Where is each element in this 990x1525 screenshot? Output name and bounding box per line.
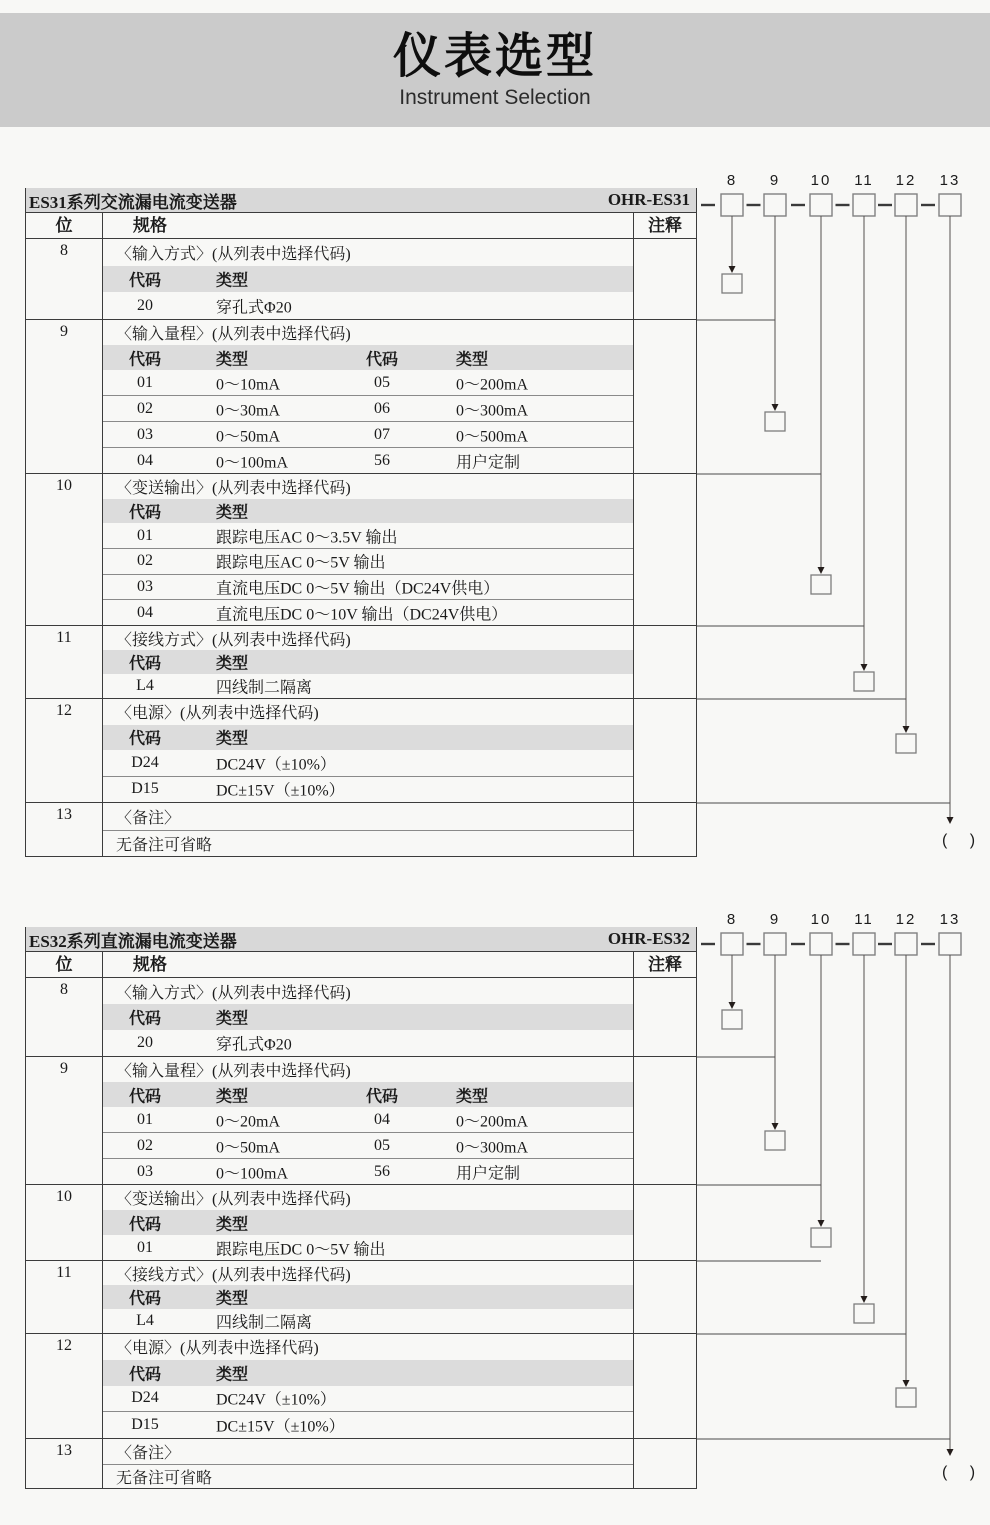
digit-label: 11 xyxy=(854,172,874,189)
target-box xyxy=(854,672,874,691)
spec-title: 〈接线方式〉(从列表中选择代码) xyxy=(116,631,351,649)
code-row xyxy=(103,750,633,776)
code-value: L4 xyxy=(136,1312,154,1329)
note-cell xyxy=(633,239,696,319)
table-title-row xyxy=(26,188,696,213)
spec-title: 〈输入量程〉(从列表中选择代码) xyxy=(116,326,351,343)
code-row xyxy=(103,447,633,473)
code-header-label: 代码 xyxy=(128,1290,161,1308)
code-value: 05 xyxy=(374,1136,390,1154)
spec-title-line xyxy=(103,978,633,1004)
type-header-label: 类型 xyxy=(216,351,249,368)
digit-label: 11 xyxy=(854,911,874,928)
type-header-label: 类型 xyxy=(456,351,489,368)
position-cell: 9 xyxy=(26,1057,103,1184)
code-value: 07 xyxy=(374,425,390,443)
code-row xyxy=(103,292,633,319)
remark-text: 无备注可省略 xyxy=(116,1470,213,1488)
remark-text: 无备注可省略 xyxy=(116,837,213,855)
code-value: 01 xyxy=(137,1110,153,1128)
target-box xyxy=(765,1131,785,1150)
code-value: 01 xyxy=(137,526,153,544)
arrowhead-icon xyxy=(772,1123,779,1130)
target-box xyxy=(896,734,916,753)
code-value: 04 xyxy=(137,451,153,469)
spec-row-9 xyxy=(26,1057,696,1185)
code-header-label: 代码 xyxy=(128,504,161,522)
remark-line xyxy=(103,830,633,858)
code-header-label: 代码 xyxy=(128,1216,161,1233)
code-value: 03 xyxy=(137,425,153,443)
model-code: OHR-ES32 xyxy=(607,929,690,948)
spec-title-line xyxy=(103,699,633,725)
code-table-header xyxy=(103,1004,633,1030)
target-box xyxy=(854,1304,874,1323)
page-subtitle: Instrument Selection xyxy=(399,85,591,109)
note-cell xyxy=(633,978,696,1056)
code-table-header xyxy=(103,650,633,674)
spec-title: 〈电源〉(从列表中选择代码) xyxy=(116,1340,319,1358)
code-header-label: 代码 xyxy=(128,730,161,748)
note-cell xyxy=(633,1261,696,1333)
spec-row-11 xyxy=(26,626,696,699)
code-value: 02 xyxy=(137,552,153,570)
spec-row-8 xyxy=(26,978,696,1057)
code-table-header xyxy=(103,1360,633,1386)
spec-cell xyxy=(103,1185,633,1260)
code-value: D15 xyxy=(131,1416,159,1434)
digit-box xyxy=(895,933,917,955)
code-value: D24 xyxy=(131,1389,159,1407)
note-cell xyxy=(633,1185,696,1260)
spec-row-9 xyxy=(26,320,696,474)
spec-title-line xyxy=(103,1185,633,1210)
code-value: 02 xyxy=(137,399,153,417)
code-value: 06 xyxy=(374,399,390,417)
code-header-label: 代码 xyxy=(128,655,161,673)
code-row xyxy=(103,1132,633,1158)
type-value: DC±15V（±10%） xyxy=(216,1418,345,1436)
note-cell xyxy=(633,1334,696,1438)
type-value: 用户定制 xyxy=(456,1165,521,1182)
spec-row-12 xyxy=(26,699,696,803)
arrowhead-icon xyxy=(729,1002,736,1009)
type-header-label: 类型 xyxy=(216,1366,249,1384)
spec-title: 〈备注〉 xyxy=(116,809,181,827)
note-column-header: 注释 xyxy=(633,952,696,977)
type-value: 0～20mA xyxy=(216,1113,281,1130)
note-cell xyxy=(633,626,696,698)
code-value: 56 xyxy=(374,451,390,469)
code-header-label: 代码 xyxy=(128,351,161,368)
code-header-label: 代码 xyxy=(128,272,161,290)
spec-row-13 xyxy=(26,803,696,857)
type-value: 0～50mA xyxy=(216,1139,281,1156)
code-row xyxy=(103,1107,633,1132)
code-row xyxy=(103,548,633,574)
code-value: 56 xyxy=(374,1162,390,1180)
spec-cell xyxy=(103,239,633,319)
code-value: 04 xyxy=(137,603,153,621)
arrowhead-icon xyxy=(818,1220,825,1227)
digit-box xyxy=(853,933,875,955)
position-cell: 13 xyxy=(26,803,103,857)
spec-title-line xyxy=(103,1439,633,1464)
target-box xyxy=(722,1010,742,1029)
type-header-label: 类型 xyxy=(216,272,249,290)
code-row xyxy=(103,574,633,600)
suffix-parens: ( ) xyxy=(942,832,985,849)
digit-box xyxy=(764,194,786,216)
spec-title-line xyxy=(103,803,633,830)
type-header-label: 类型 xyxy=(216,504,249,522)
code-value: 01 xyxy=(137,373,153,391)
code-row xyxy=(103,1411,633,1438)
type-value: 穿孔式Φ20 xyxy=(216,299,292,317)
spec-title: 〈输入量程〉(从列表中选择代码) xyxy=(116,1063,351,1080)
code-row xyxy=(103,1386,633,1412)
digit-box xyxy=(939,194,961,216)
type-value: 0～10mA xyxy=(216,376,281,393)
code-row xyxy=(103,523,633,548)
type-value: 0～30mA xyxy=(216,402,281,419)
type-value: 0～50mA xyxy=(216,428,281,445)
code-value: 02 xyxy=(137,1136,153,1154)
spec-title-line xyxy=(103,320,633,345)
code-row xyxy=(103,395,633,421)
type-header-label: 类型 xyxy=(216,730,249,748)
code-row xyxy=(103,421,633,447)
table-title-row xyxy=(26,927,696,952)
type-value: 跟踪电压DC 0～5V 输出 xyxy=(216,1241,386,1258)
type-value: 0～300mA xyxy=(456,402,529,419)
series-title: ES32系列直流漏电流变送器 xyxy=(29,931,237,951)
type-header-label: 类型 xyxy=(216,1088,249,1105)
digit-label: 10 xyxy=(810,911,832,928)
spec-row-11 xyxy=(26,1261,696,1334)
arrowhead-icon xyxy=(861,664,868,671)
type-value: 四线制二隔离 xyxy=(216,1314,313,1332)
spec-title: 〈输入方式〉(从列表中选择代码) xyxy=(116,245,351,263)
code-value: D15 xyxy=(131,780,159,798)
note-cell xyxy=(633,474,696,625)
spec-title: 〈备注〉 xyxy=(116,1444,181,1462)
spec-cell xyxy=(103,320,633,473)
code-table-header xyxy=(103,1082,633,1107)
code-table-header xyxy=(103,499,633,524)
target-box xyxy=(896,1388,916,1407)
digit-box xyxy=(895,194,917,216)
spec-row-8 xyxy=(26,239,696,320)
spec-cell xyxy=(103,1261,633,1333)
type-header-label: 类型 xyxy=(216,1290,249,1308)
position-cell: 12 xyxy=(26,699,103,802)
spec-cell xyxy=(103,978,633,1056)
model-code: OHR-ES31 xyxy=(607,190,690,209)
spec-cell xyxy=(103,626,633,698)
code-header-label: 代码 xyxy=(365,1088,398,1105)
type-value: 用户定制 xyxy=(456,454,521,471)
remark-line xyxy=(103,1464,633,1490)
code-value: 04 xyxy=(374,1110,390,1128)
type-value: 0～200mA xyxy=(456,1113,529,1130)
type-value: 穿孔式Φ20 xyxy=(216,1036,292,1054)
code-row xyxy=(103,1158,633,1184)
target-box xyxy=(811,1228,831,1247)
spec-column-header: 规格 xyxy=(133,955,167,974)
type-value: 0～100mA xyxy=(216,454,289,471)
target-box xyxy=(811,575,831,594)
spec-row-10 xyxy=(26,1185,696,1261)
spec-title-line xyxy=(103,1261,633,1285)
position-cell: 13 xyxy=(26,1439,103,1489)
code-table-header xyxy=(103,266,633,293)
digit-label: 12 xyxy=(895,911,917,928)
position-cell: 12 xyxy=(26,1334,103,1438)
spec-title-line xyxy=(103,1334,633,1360)
spec-cell xyxy=(103,1439,633,1489)
arrowhead-icon xyxy=(772,404,779,411)
type-header-label: 类型 xyxy=(216,1216,249,1233)
code-row xyxy=(103,370,633,395)
position-cell: 10 xyxy=(26,474,103,625)
position-cell: 9 xyxy=(26,320,103,473)
spec-cell xyxy=(103,474,633,625)
type-value: 直流电压DC 0～10V 输出（DC24V供电） xyxy=(216,606,508,624)
digit-label: 13 xyxy=(939,911,961,928)
spec-title-line xyxy=(103,1057,633,1082)
arrowhead-icon xyxy=(861,1296,868,1303)
type-header-label: 类型 xyxy=(456,1088,489,1105)
digit-box xyxy=(853,194,875,216)
arrowhead-icon xyxy=(947,1449,954,1456)
position-cell: 11 xyxy=(26,626,103,698)
suffix-parens: ( ) xyxy=(942,1464,985,1481)
spec-title: 〈电源〉(从列表中选择代码) xyxy=(116,705,319,723)
code-row xyxy=(103,1235,633,1260)
arrowhead-icon xyxy=(903,726,910,733)
spec-cell xyxy=(103,1334,633,1438)
arrowhead-icon xyxy=(818,567,825,574)
arrowhead-icon xyxy=(729,266,736,273)
selection-diagram-es32 xyxy=(697,903,987,1503)
note-cell xyxy=(633,699,696,802)
digit-box xyxy=(721,933,743,955)
spec-row-10 xyxy=(26,474,696,626)
type-value: 直流电压DC 0～5V 输出（DC24V供电） xyxy=(216,580,500,598)
spec-title-line xyxy=(103,626,633,650)
code-value: L4 xyxy=(136,677,154,694)
digit-box xyxy=(810,194,832,216)
code-header-label: 代码 xyxy=(365,351,398,368)
type-value: DC±15V（±10%） xyxy=(216,782,345,800)
selection-table-es31 xyxy=(25,188,697,857)
position-cell: 10 xyxy=(26,1185,103,1260)
series-title: ES31系列交流漏电流变送器 xyxy=(29,192,237,212)
note-cell xyxy=(633,1057,696,1184)
digit-box xyxy=(764,933,786,955)
digit-label: 12 xyxy=(895,172,917,189)
code-value: 03 xyxy=(137,578,153,596)
table-header-row xyxy=(26,952,696,978)
type-value: DC24V（±10%） xyxy=(216,756,336,774)
position-cell: 11 xyxy=(26,1261,103,1333)
spec-title: 〈接线方式〉(从列表中选择代码) xyxy=(116,1266,351,1284)
spec-title: 〈输入方式〉(从列表中选择代码) xyxy=(116,984,351,1002)
spec-row-13 xyxy=(26,1439,696,1489)
note-cell xyxy=(633,803,696,857)
spec-column-header: 规格 xyxy=(133,216,167,235)
code-header-label: 代码 xyxy=(128,1010,161,1028)
digit-label: 10 xyxy=(810,172,832,189)
code-row xyxy=(103,1030,633,1056)
note-column-header: 注释 xyxy=(633,213,696,238)
code-row xyxy=(103,776,633,803)
code-table-header xyxy=(103,345,633,370)
digit-label: 13 xyxy=(939,172,961,189)
page-header-band xyxy=(0,13,990,127)
code-value: 01 xyxy=(137,1238,153,1256)
code-value: 05 xyxy=(374,373,390,391)
code-table-header xyxy=(103,1210,633,1235)
note-cell xyxy=(633,320,696,473)
digit-label: 8 xyxy=(726,172,738,189)
type-value: DC24V（±10%） xyxy=(216,1391,336,1409)
digit-box xyxy=(721,194,743,216)
type-value: 0～500mA xyxy=(456,428,529,445)
spec-title-line xyxy=(103,239,633,266)
code-value: D24 xyxy=(131,753,159,771)
page-title: 仪表选型 xyxy=(392,29,597,83)
type-header-label: 类型 xyxy=(216,1010,249,1028)
type-value: 跟踪电压AC 0～3.5V 输出 xyxy=(216,529,398,547)
selection-diagram-es31 xyxy=(697,164,987,871)
code-header-label: 代码 xyxy=(128,1366,161,1384)
digit-box xyxy=(939,933,961,955)
type-value: 0～300mA xyxy=(456,1139,529,1156)
note-cell xyxy=(633,1439,696,1489)
code-table-header xyxy=(103,725,633,751)
code-row xyxy=(103,599,633,625)
position-cell: 8 xyxy=(26,978,103,1056)
digit-label: 9 xyxy=(769,172,781,189)
type-header-label: 类型 xyxy=(216,655,249,673)
target-box xyxy=(722,274,742,293)
spec-row-12 xyxy=(26,1334,696,1439)
position-cell: 8 xyxy=(26,239,103,319)
digit-box xyxy=(810,933,832,955)
spec-title-line xyxy=(103,474,633,499)
code-value: 20 xyxy=(137,296,153,314)
target-box xyxy=(765,412,785,431)
pos-column-header: 位 xyxy=(26,952,103,977)
pos-column-header: 位 xyxy=(26,213,103,238)
spec-cell xyxy=(103,699,633,802)
spec-cell xyxy=(103,1057,633,1184)
table-header-row xyxy=(26,213,696,239)
type-value: 四线制二隔离 xyxy=(216,679,313,697)
digit-label: 9 xyxy=(769,911,781,928)
code-value: 03 xyxy=(137,1162,153,1180)
spec-cell xyxy=(103,803,633,857)
arrowhead-icon xyxy=(903,1380,910,1387)
type-value: 跟踪电压AC 0～5V 输出 xyxy=(216,554,386,572)
selection-table-es32 xyxy=(25,927,697,1489)
spec-title: 〈变送输出〉(从列表中选择代码) xyxy=(116,1191,351,1208)
code-row xyxy=(103,1309,633,1333)
code-value: 20 xyxy=(137,1034,153,1051)
spec-title: 〈变送输出〉(从列表中选择代码) xyxy=(116,479,351,497)
type-value: 0～100mA xyxy=(216,1165,289,1182)
arrowhead-icon xyxy=(947,817,954,824)
code-header-label: 代码 xyxy=(128,1088,161,1105)
digit-label: 8 xyxy=(726,911,738,928)
code-row xyxy=(103,674,633,698)
type-value: 0～200mA xyxy=(456,376,529,393)
code-table-header xyxy=(103,1285,633,1309)
